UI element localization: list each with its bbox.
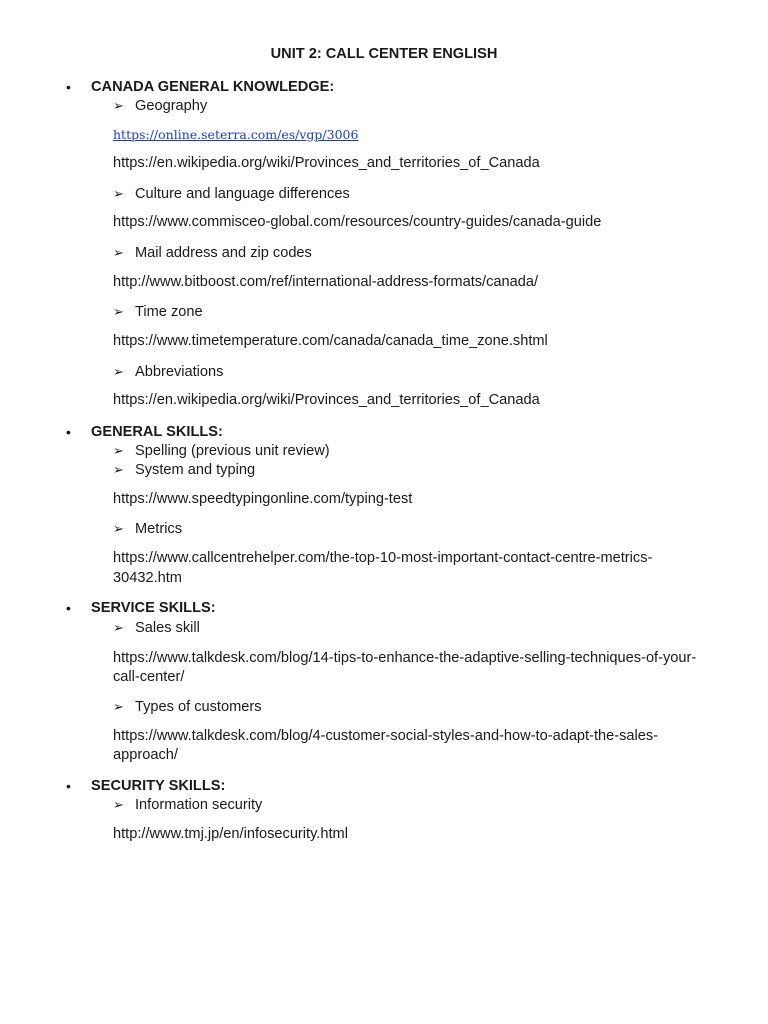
bullet-icon: • [66, 778, 71, 794]
arrow-bullet-icon: ➢ [113, 364, 124, 379]
arrow-bullet-icon: ➢ [113, 304, 124, 319]
sub-item-system-typing [113, 461, 255, 479]
bullet-icon: • [66, 424, 71, 440]
link-tmj-infosecurity[interactable]: http://www.tmj.jp/en/infosecurity.html [113, 826, 348, 842]
sub-item-label: Abbreviations [135, 364, 224, 380]
sub-item-label: Information security [135, 797, 263, 813]
link-wikipedia-provinces-2[interactable]: https://en.wikipedia.org/wiki/Provinces_and_territories_of_Canada [113, 392, 540, 408]
arrow-bullet-icon: ➢ [113, 186, 124, 201]
link-callcentrehelper-line2[interactable]: 30432.htm [113, 570, 182, 586]
sub-item-types-customers [113, 698, 262, 716]
arrow-bullet-icon: ➢ [113, 521, 124, 536]
link-talkdesk-selling-line1[interactable]: https://www.talkdesk.com/blog/14-tips-to-enhance-the-adaptive-selling-techniques-of-your- [113, 650, 697, 666]
section-heading-security-skills: SECURITY SKILLS: [91, 778, 226, 794]
sub-item-culture [113, 185, 350, 203]
sub-item-label: Culture and language differences [135, 186, 350, 202]
link-timetemperature[interactable]: https://www.timetemperature.com/canada/canada_time_zone.shtml [113, 333, 548, 349]
sub-item-time-zone [113, 303, 203, 321]
arrow-bullet-icon: ➢ [113, 462, 124, 477]
sub-item-geography [113, 97, 207, 115]
section-heading-general-skills: GENERAL SKILLS: [91, 424, 223, 440]
section-heading-canada: CANADA GENERAL KNOWLEDGE: [91, 79, 335, 95]
section-heading-service-skills: SERVICE SKILLS: [91, 600, 216, 616]
bullet-icon: • [66, 79, 71, 95]
link-seterra[interactable]: https://online.seterra.com/es/vgp/3006 [113, 127, 359, 142]
sub-item-label: Time zone [135, 304, 203, 320]
link-speedtyping[interactable]: https://www.speedtypingonline.com/typing-test [113, 491, 413, 507]
sub-item-spelling [113, 442, 330, 460]
sub-item-label: Spelling (previous unit review) [135, 443, 330, 459]
sub-item-sales-skill [113, 619, 200, 637]
sub-item-mail-address [113, 244, 312, 262]
arrow-bullet-icon: ➢ [113, 98, 124, 113]
link-talkdesk-selling-line2[interactable]: call-center/ [113, 669, 185, 685]
arrow-bullet-icon: ➢ [113, 797, 124, 812]
arrow-bullet-icon: ➢ [113, 245, 124, 260]
link-commisceo[interactable]: https://www.commisceo-global.com/resources/country-guides/canada-guide [113, 214, 602, 230]
link-talkdesk-styles-line1[interactable]: https://www.talkdesk.com/blog/4-customer-social-styles-and-how-to-adapt-the-sales- [113, 728, 659, 744]
sub-item-metrics [113, 520, 182, 538]
sub-item-information-security [113, 796, 262, 814]
sub-item-label: Sales skill [135, 620, 200, 636]
link-talkdesk-styles-line2[interactable]: approach/ [113, 747, 178, 763]
sub-item-abbreviations [113, 363, 223, 381]
link-callcentrehelper-line1[interactable]: https://www.callcentrehelper.com/the-top-10-most-important-contact-centre-metrics- [113, 550, 653, 566]
arrow-bullet-icon: ➢ [113, 620, 124, 635]
sub-item-label: Metrics [135, 521, 183, 537]
page-title: UNIT 2: CALL CENTER ENGLISH [270, 46, 498, 62]
sub-item-label: Types of customers [135, 699, 262, 715]
sub-item-label: Mail address and zip codes [135, 245, 312, 261]
link-bitboost[interactable]: http://www.bitboost.com/ref/international-address-formats/canada/ [113, 274, 539, 290]
bullet-icon: • [66, 600, 71, 616]
sub-item-label: System and typing [135, 462, 256, 478]
arrow-bullet-icon: ➢ [113, 699, 124, 714]
arrow-bullet-icon: ➢ [113, 443, 124, 458]
link-wikipedia-provinces[interactable]: https://en.wikipedia.org/wiki/Provinces_and_territories_of_Canada [113, 155, 540, 171]
sub-item-label: Geography [135, 98, 208, 114]
